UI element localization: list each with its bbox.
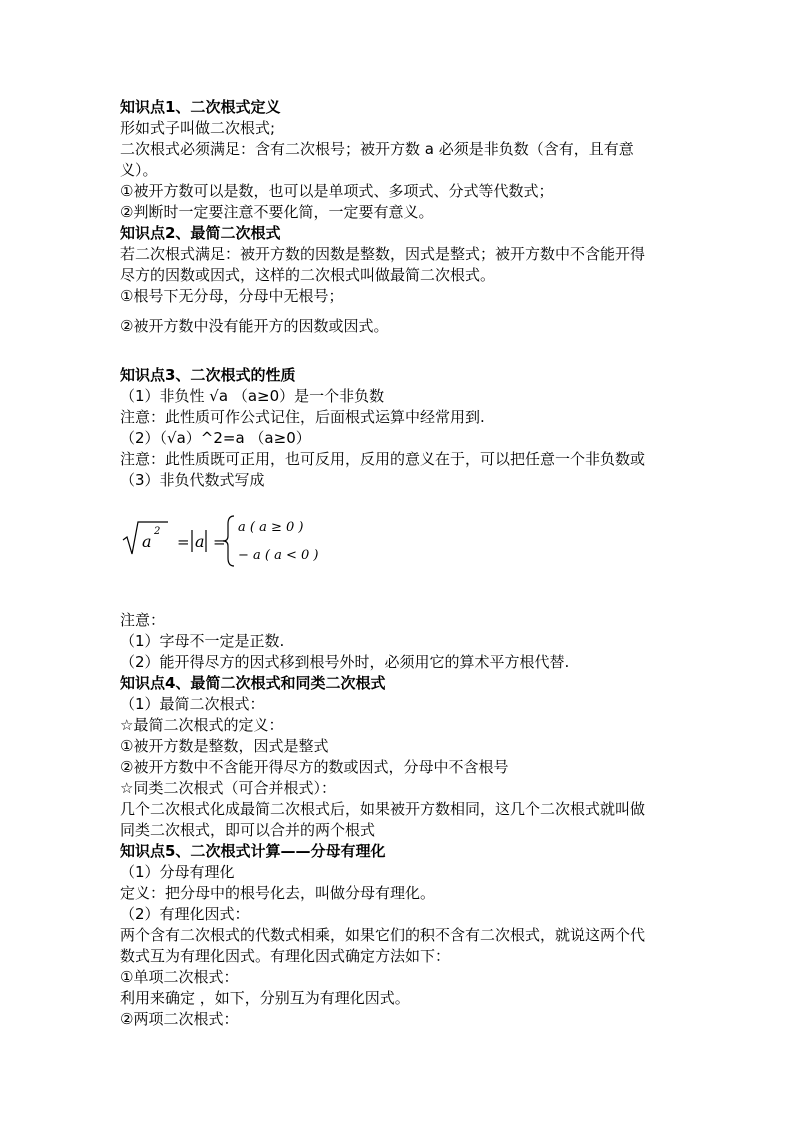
formula-equals: =: [177, 533, 190, 551]
text-line: （2）（√a）^2=a （a≥0）: [120, 429, 311, 447]
text-line: 数式互为有理化因式。有理化因式确定方法如下：: [120, 947, 451, 965]
text-line: 同类二次根式，即可以合并的两个根式: [120, 821, 376, 839]
text-line: 注意：: [120, 611, 166, 629]
heading-point-3: 知识点3、二次根式的性质: [120, 366, 296, 384]
text-line: （1）最简二次根式：: [120, 695, 265, 713]
formula-radicand: a: [142, 532, 152, 551]
text-line: （1）非负性 √a （a≥0）是一个非负数: [120, 387, 385, 405]
text-line: 尽方的因数或因式，这样的二次根式叫做最简二次根式。: [120, 266, 496, 284]
text-line: ②判断时一定要注意不要化简，一定要有意义。: [120, 203, 434, 221]
text-line: 二次根式必须满足：含有二次根号；被开方数 a 必须是非负数（含有，且有意: [120, 140, 634, 158]
heading-point-2: 知识点2、最简二次根式: [120, 224, 281, 242]
formula-abs-value: a: [195, 532, 205, 551]
text-line: 利用来确定 ，如下，分别互为有理化因式。: [120, 989, 410, 1007]
formula-case-negative: − a ( a < 0 ): [238, 548, 319, 563]
text-line: ①被开方数可以是数，也可以是单项式、多项式、分式等代数式；: [120, 182, 554, 200]
text-line: ②被开方数中没有能开方的因数或因式。: [120, 317, 389, 335]
text-line: 注意：此性质可作公式记住，后面根式运算中经常用到.: [120, 408, 485, 426]
text-line: （1）字母不一定是正数.: [120, 632, 285, 650]
text-line: 几个二次根式化成最简二次根式后，如果被开方数相同，这几个二次根式就叫做: [120, 800, 646, 818]
text-line: ☆同类二次根式（可合并根式）：: [120, 779, 336, 797]
text-line: 若二次根式满足：被开方数的因数是整数，因式是整式；被开方数中不含能开得: [120, 245, 646, 263]
heading-point-4: 知识点4、最简二次根式和同类二次根式: [120, 674, 386, 692]
abs-value-formula: [120, 512, 319, 570]
text-line: ☆最简二次根式的定义：: [120, 716, 284, 734]
text-line: （2）有理化因式：: [120, 905, 250, 923]
text-line: ②两项二次根式：: [120, 1010, 239, 1028]
text-line: 形如式子叫做二次根式;: [120, 119, 276, 137]
text-line: （1）分母有理化: [120, 863, 235, 881]
text-line: 注意：此性质既可正用，也可反用，反用的意义在于，可以把任意一个非负数或: [120, 450, 646, 468]
text-line: （3）非负代数式写成: [120, 471, 265, 489]
text-line: （2）能开得尽方的因式移到根号外时，必须用它的算术平方根代替.: [120, 653, 570, 671]
text-line: 义）。: [120, 161, 158, 179]
text-line: ①单项二次根式：: [120, 968, 239, 986]
text-line: 定义：把分母中的根号化去，叫做分母有理化。: [120, 884, 436, 902]
heading-point-1: 知识点1、二次根式定义: [120, 98, 281, 116]
text-line: ①根号下无分母，分母中无根号；: [120, 287, 344, 305]
text-line: ①被开方数是整数，因式是整式: [120, 737, 329, 755]
formula-equals-2: =: [213, 533, 226, 551]
heading-point-5: 知识点5、二次根式计算——分母有理化: [120, 842, 386, 860]
formula-exponent: 2: [154, 526, 161, 537]
text-line: 两个含有二次根式的代数式相乘，如果它们的积不含有二次根式，就说这两个代: [120, 926, 646, 944]
text-line: ②被开方数中不含能开得尽方的数或因式，分母中不含根号: [120, 758, 509, 776]
brace-icon: [223, 516, 234, 566]
formula-case-positive: a ( a ≥ 0 ): [238, 520, 304, 535]
